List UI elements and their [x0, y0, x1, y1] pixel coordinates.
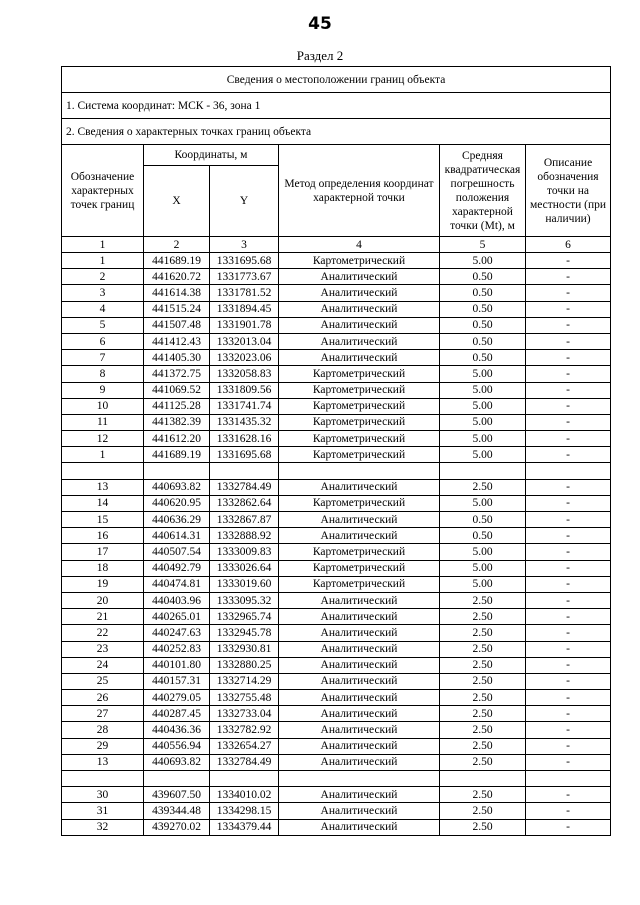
header-designation: Обозначение характерных точек границ [62, 145, 144, 237]
point-number-cell: 2 [62, 269, 144, 285]
error-cell: 2.50 [440, 657, 526, 673]
description-cell: - [526, 301, 611, 317]
error-cell: 5.00 [440, 253, 526, 269]
y-coordinate-cell: 1332654.27 [210, 738, 279, 754]
column-number: 4 [279, 237, 440, 253]
empty-cell [440, 463, 526, 479]
error-cell: 2.50 [440, 787, 526, 803]
point-number-cell: 9 [62, 382, 144, 398]
y-coordinate-cell: 1331628.16 [210, 431, 279, 447]
description-cell: - [526, 560, 611, 576]
point-number-cell: 24 [62, 657, 144, 673]
error-cell: 0.50 [440, 317, 526, 333]
y-coordinate-cell: 1332023.06 [210, 350, 279, 366]
method-cell: Картометрический [279, 560, 440, 576]
description-cell: - [526, 738, 611, 754]
description-cell: - [526, 414, 611, 430]
method-cell: Аналитический [279, 301, 440, 317]
description-cell: - [526, 625, 611, 641]
table-row [62, 350, 611, 366]
description-cell: - [526, 754, 611, 770]
x-coordinate-cell: 440507.54 [144, 544, 210, 560]
method-cell: Картометрический [279, 576, 440, 592]
point-number-cell: 20 [62, 592, 144, 608]
description-cell: - [526, 657, 611, 673]
empty-cell [526, 463, 611, 479]
method-cell: Аналитический [279, 803, 440, 819]
x-coordinate-cell: 440556.94 [144, 738, 210, 754]
y-coordinate-cell: 1333095.32 [210, 592, 279, 608]
table-row [62, 787, 611, 803]
error-cell: 5.00 [440, 366, 526, 382]
x-coordinate-cell: 441069.52 [144, 382, 210, 398]
error-cell: 2.50 [440, 819, 526, 835]
description-cell: - [526, 641, 611, 657]
description-cell: - [526, 803, 611, 819]
point-number-cell: 1 [62, 253, 144, 269]
error-cell: 0.50 [440, 528, 526, 544]
table-row [62, 803, 611, 819]
x-coordinate-cell: 440693.82 [144, 754, 210, 770]
y-coordinate-cell: 1332733.04 [210, 706, 279, 722]
x-coordinate-cell: 440157.31 [144, 673, 210, 689]
table-row [62, 722, 611, 738]
y-coordinate-cell: 1332867.87 [210, 512, 279, 528]
table-row [62, 657, 611, 673]
empty-cell [279, 463, 440, 479]
error-cell: 5.00 [440, 382, 526, 398]
table-row [62, 560, 611, 576]
table-row [62, 333, 611, 349]
method-cell: Аналитический [279, 754, 440, 770]
x-coordinate-cell: 440247.63 [144, 625, 210, 641]
point-number-cell: 21 [62, 609, 144, 625]
table-row [62, 673, 611, 689]
x-coordinate-cell: 440403.96 [144, 592, 210, 608]
error-cell: 2.50 [440, 754, 526, 770]
y-coordinate-cell: 1331741.74 [210, 398, 279, 414]
table-row [62, 285, 611, 301]
method-cell: Аналитический [279, 479, 440, 495]
error-cell: 2.50 [440, 673, 526, 689]
header-coordinates: Координаты, м [144, 145, 279, 166]
header-error: Средняя квадратическая погрешность положения характерной точки (Mt), м [440, 145, 526, 237]
table-row [62, 819, 611, 835]
table-row [62, 576, 611, 592]
x-coordinate-cell: 440265.01 [144, 609, 210, 625]
table-row [62, 544, 611, 560]
error-cell: 0.50 [440, 269, 526, 285]
error-cell: 5.00 [440, 398, 526, 414]
method-cell: Аналитический [279, 609, 440, 625]
coordinate-system-row: 1. Система координат: МСК - 36, зона 1 [62, 93, 611, 119]
table-title: Сведения о местоположении границ объекта [62, 67, 611, 93]
point-number-cell: 11 [62, 414, 144, 430]
table-row [62, 592, 611, 608]
description-cell: - [526, 528, 611, 544]
point-number-cell: 10 [62, 398, 144, 414]
table-row [62, 398, 611, 414]
description-cell: - [526, 317, 611, 333]
x-coordinate-cell: 440474.81 [144, 576, 210, 592]
description-cell: - [526, 512, 611, 528]
x-coordinate-cell: 440492.79 [144, 560, 210, 576]
method-cell: Аналитический [279, 641, 440, 657]
x-coordinate-cell: 440636.29 [144, 512, 210, 528]
table-row [62, 382, 611, 398]
y-coordinate-cell: 1332782.92 [210, 722, 279, 738]
method-cell: Аналитический [279, 657, 440, 673]
y-coordinate-cell: 1334298.15 [210, 803, 279, 819]
point-number-cell: 29 [62, 738, 144, 754]
point-number-cell: 1 [62, 447, 144, 463]
table-row [62, 447, 611, 463]
method-cell: Аналитический [279, 690, 440, 706]
page-number: 45 [308, 14, 332, 34]
description-cell: - [526, 479, 611, 495]
y-coordinate-cell: 1332784.49 [210, 479, 279, 495]
method-cell: Аналитический [279, 738, 440, 754]
point-number-cell: 5 [62, 317, 144, 333]
y-coordinate-cell: 1331894.45 [210, 301, 279, 317]
error-cell: 5.00 [440, 414, 526, 430]
column-number: 5 [440, 237, 526, 253]
error-cell: 2.50 [440, 738, 526, 754]
point-number-cell: 13 [62, 754, 144, 770]
table-row [62, 366, 611, 382]
x-coordinate-cell: 439607.50 [144, 787, 210, 803]
method-cell: Картометрический [279, 431, 440, 447]
header-method: Метод определения координат характерной точки [279, 145, 440, 237]
y-coordinate-cell: 1331781.52 [210, 285, 279, 301]
description-cell: - [526, 592, 611, 608]
x-coordinate-cell: 441612.20 [144, 431, 210, 447]
table-row [62, 414, 611, 430]
column-number: 1 [62, 237, 144, 253]
column-number: 6 [526, 237, 611, 253]
table-row [62, 754, 611, 770]
description-cell: - [526, 609, 611, 625]
table-row [62, 317, 611, 333]
x-coordinate-cell: 440436.36 [144, 722, 210, 738]
description-cell: - [526, 350, 611, 366]
x-coordinate-cell: 440287.45 [144, 706, 210, 722]
table-row [62, 625, 611, 641]
section-title: Раздел 2 [296, 48, 344, 63]
point-number-cell: 28 [62, 722, 144, 738]
column-number: 2 [144, 237, 210, 253]
characteristic-points-subtitle: 2. Сведения о характерных точках границ объекта [62, 119, 611, 145]
table-row [62, 512, 611, 528]
table-row [62, 690, 611, 706]
x-coordinate-cell: 440614.31 [144, 528, 210, 544]
table-row [62, 301, 611, 317]
description-cell: - [526, 722, 611, 738]
method-cell: Аналитический [279, 625, 440, 641]
x-coordinate-cell: 440279.05 [144, 690, 210, 706]
empty-cell [62, 771, 144, 787]
boundary-points-table [61, 66, 611, 836]
error-cell: 2.50 [440, 625, 526, 641]
error-cell: 0.50 [440, 350, 526, 366]
table-row [62, 479, 611, 495]
point-number-cell: 25 [62, 673, 144, 689]
header-description: Описание обозначения точки на местности (при наличии) [526, 145, 611, 237]
blank-separator-row [62, 463, 611, 479]
y-coordinate-cell: 1333019.60 [210, 576, 279, 592]
table-row [62, 609, 611, 625]
point-number-cell: 8 [62, 366, 144, 382]
point-number-cell: 19 [62, 576, 144, 592]
x-coordinate-cell: 441515.24 [144, 301, 210, 317]
method-cell: Аналитический [279, 722, 440, 738]
method-cell: Картометрический [279, 495, 440, 511]
method-cell: Картометрический [279, 544, 440, 560]
point-number-cell: 3 [62, 285, 144, 301]
error-cell: 0.50 [440, 285, 526, 301]
y-coordinate-cell: 1333009.83 [210, 544, 279, 560]
error-cell: 5.00 [440, 447, 526, 463]
table-row [62, 738, 611, 754]
point-number-cell: 16 [62, 528, 144, 544]
method-cell: Картометрический [279, 447, 440, 463]
point-number-cell: 32 [62, 819, 144, 835]
empty-cell [526, 771, 611, 787]
description-cell: - [526, 819, 611, 835]
table-row [62, 253, 611, 269]
error-cell: 2.50 [440, 592, 526, 608]
x-coordinate-cell: 441372.75 [144, 366, 210, 382]
blank-separator-row [62, 771, 611, 787]
description-cell: - [526, 673, 611, 689]
empty-cell [210, 771, 279, 787]
method-cell: Аналитический [279, 317, 440, 333]
table-row [62, 528, 611, 544]
method-cell: Аналитический [279, 592, 440, 608]
y-coordinate-cell: 1332862.64 [210, 495, 279, 511]
y-coordinate-cell: 1332930.81 [210, 641, 279, 657]
error-cell: 5.00 [440, 576, 526, 592]
method-cell: Картометрический [279, 366, 440, 382]
y-coordinate-cell: 1332714.29 [210, 673, 279, 689]
y-coordinate-cell: 1332880.25 [210, 657, 279, 673]
x-coordinate-cell: 441507.48 [144, 317, 210, 333]
column-number: 3 [210, 237, 279, 253]
error-cell: 0.50 [440, 333, 526, 349]
method-cell: Аналитический [279, 528, 440, 544]
error-cell: 0.50 [440, 301, 526, 317]
error-cell: 2.50 [440, 609, 526, 625]
y-coordinate-cell: 1332888.92 [210, 528, 279, 544]
error-cell: 2.50 [440, 690, 526, 706]
x-coordinate-cell: 440101.80 [144, 657, 210, 673]
description-cell: - [526, 706, 611, 722]
table-row [62, 495, 611, 511]
method-cell: Аналитический [279, 673, 440, 689]
x-coordinate-cell: 440693.82 [144, 479, 210, 495]
description-cell: - [526, 382, 611, 398]
description-cell: - [526, 787, 611, 803]
x-coordinate-cell: 440252.83 [144, 641, 210, 657]
description-cell: - [526, 576, 611, 592]
empty-cell [62, 463, 144, 479]
error-cell: 2.50 [440, 641, 526, 657]
method-cell: Аналитический [279, 269, 440, 285]
description-cell: - [526, 398, 611, 414]
description-cell: - [526, 269, 611, 285]
point-number-cell: 4 [62, 301, 144, 317]
method-cell: Картометрический [279, 398, 440, 414]
error-cell: 2.50 [440, 706, 526, 722]
point-number-cell: 26 [62, 690, 144, 706]
x-coordinate-cell: 441125.28 [144, 398, 210, 414]
method-cell: Картометрический [279, 414, 440, 430]
method-cell: Аналитический [279, 512, 440, 528]
error-cell: 2.50 [440, 479, 526, 495]
y-coordinate-cell: 1331809.56 [210, 382, 279, 398]
description-cell: - [526, 431, 611, 447]
point-number-cell: 27 [62, 706, 144, 722]
error-cell: 2.50 [440, 803, 526, 819]
method-cell: Аналитический [279, 350, 440, 366]
empty-cell [144, 771, 210, 787]
y-coordinate-cell: 1331695.68 [210, 447, 279, 463]
description-cell: - [526, 447, 611, 463]
description-cell: - [526, 285, 611, 301]
description-cell: - [526, 253, 611, 269]
x-coordinate-cell: 439270.02 [144, 819, 210, 835]
error-cell: 2.50 [440, 722, 526, 738]
x-coordinate-cell: 439344.48 [144, 803, 210, 819]
method-cell: Аналитический [279, 819, 440, 835]
error-cell: 5.00 [440, 495, 526, 511]
x-coordinate-cell: 441405.30 [144, 350, 210, 366]
error-cell: 5.00 [440, 560, 526, 576]
method-cell: Аналитический [279, 787, 440, 803]
point-number-cell: 17 [62, 544, 144, 560]
x-coordinate-cell: 441689.19 [144, 253, 210, 269]
description-cell: - [526, 366, 611, 382]
error-cell: 5.00 [440, 431, 526, 447]
y-coordinate-cell: 1332784.49 [210, 754, 279, 770]
method-cell: Картометрический [279, 253, 440, 269]
point-number-cell: 15 [62, 512, 144, 528]
y-coordinate-cell: 1331773.67 [210, 269, 279, 285]
empty-cell [144, 463, 210, 479]
point-number-cell: 23 [62, 641, 144, 657]
x-coordinate-cell: 441620.72 [144, 269, 210, 285]
point-number-cell: 12 [62, 431, 144, 447]
x-coordinate-cell: 441614.38 [144, 285, 210, 301]
y-coordinate-cell: 1331695.68 [210, 253, 279, 269]
point-number-cell: 14 [62, 495, 144, 511]
table-row [62, 641, 611, 657]
y-coordinate-cell: 1331435.32 [210, 414, 279, 430]
empty-cell [279, 771, 440, 787]
y-coordinate-cell: 1332945.78 [210, 625, 279, 641]
x-coordinate-cell: 441412.43 [144, 333, 210, 349]
point-number-cell: 31 [62, 803, 144, 819]
point-number-cell: 7 [62, 350, 144, 366]
y-coordinate-cell: 1332755.48 [210, 690, 279, 706]
error-cell: 5.00 [440, 544, 526, 560]
y-coordinate-cell: 1333026.64 [210, 560, 279, 576]
x-coordinate-cell: 441382.39 [144, 414, 210, 430]
point-number-cell: 18 [62, 560, 144, 576]
method-cell: Аналитический [279, 706, 440, 722]
description-cell: - [526, 544, 611, 560]
header-x: X [144, 166, 210, 237]
x-coordinate-cell: 440620.95 [144, 495, 210, 511]
y-coordinate-cell: 1331901.78 [210, 317, 279, 333]
y-coordinate-cell: 1332058.83 [210, 366, 279, 382]
y-coordinate-cell: 1332013.04 [210, 333, 279, 349]
point-number-cell: 30 [62, 787, 144, 803]
x-coordinate-cell: 441689.19 [144, 447, 210, 463]
method-cell: Аналитический [279, 285, 440, 301]
point-number-cell: 13 [62, 479, 144, 495]
empty-cell [440, 771, 526, 787]
point-number-cell: 6 [62, 333, 144, 349]
table-row [62, 431, 611, 447]
method-cell: Картометрический [279, 382, 440, 398]
y-coordinate-cell: 1334010.02 [210, 787, 279, 803]
table-row [62, 706, 611, 722]
empty-cell [210, 463, 279, 479]
table-row [62, 269, 611, 285]
method-cell: Аналитический [279, 333, 440, 349]
description-cell: - [526, 495, 611, 511]
point-number-cell: 22 [62, 625, 144, 641]
y-coordinate-cell: 1334379.44 [210, 819, 279, 835]
description-cell: - [526, 690, 611, 706]
header-y: Y [210, 166, 279, 237]
error-cell: 0.50 [440, 512, 526, 528]
description-cell: - [526, 333, 611, 349]
y-coordinate-cell: 1332965.74 [210, 609, 279, 625]
